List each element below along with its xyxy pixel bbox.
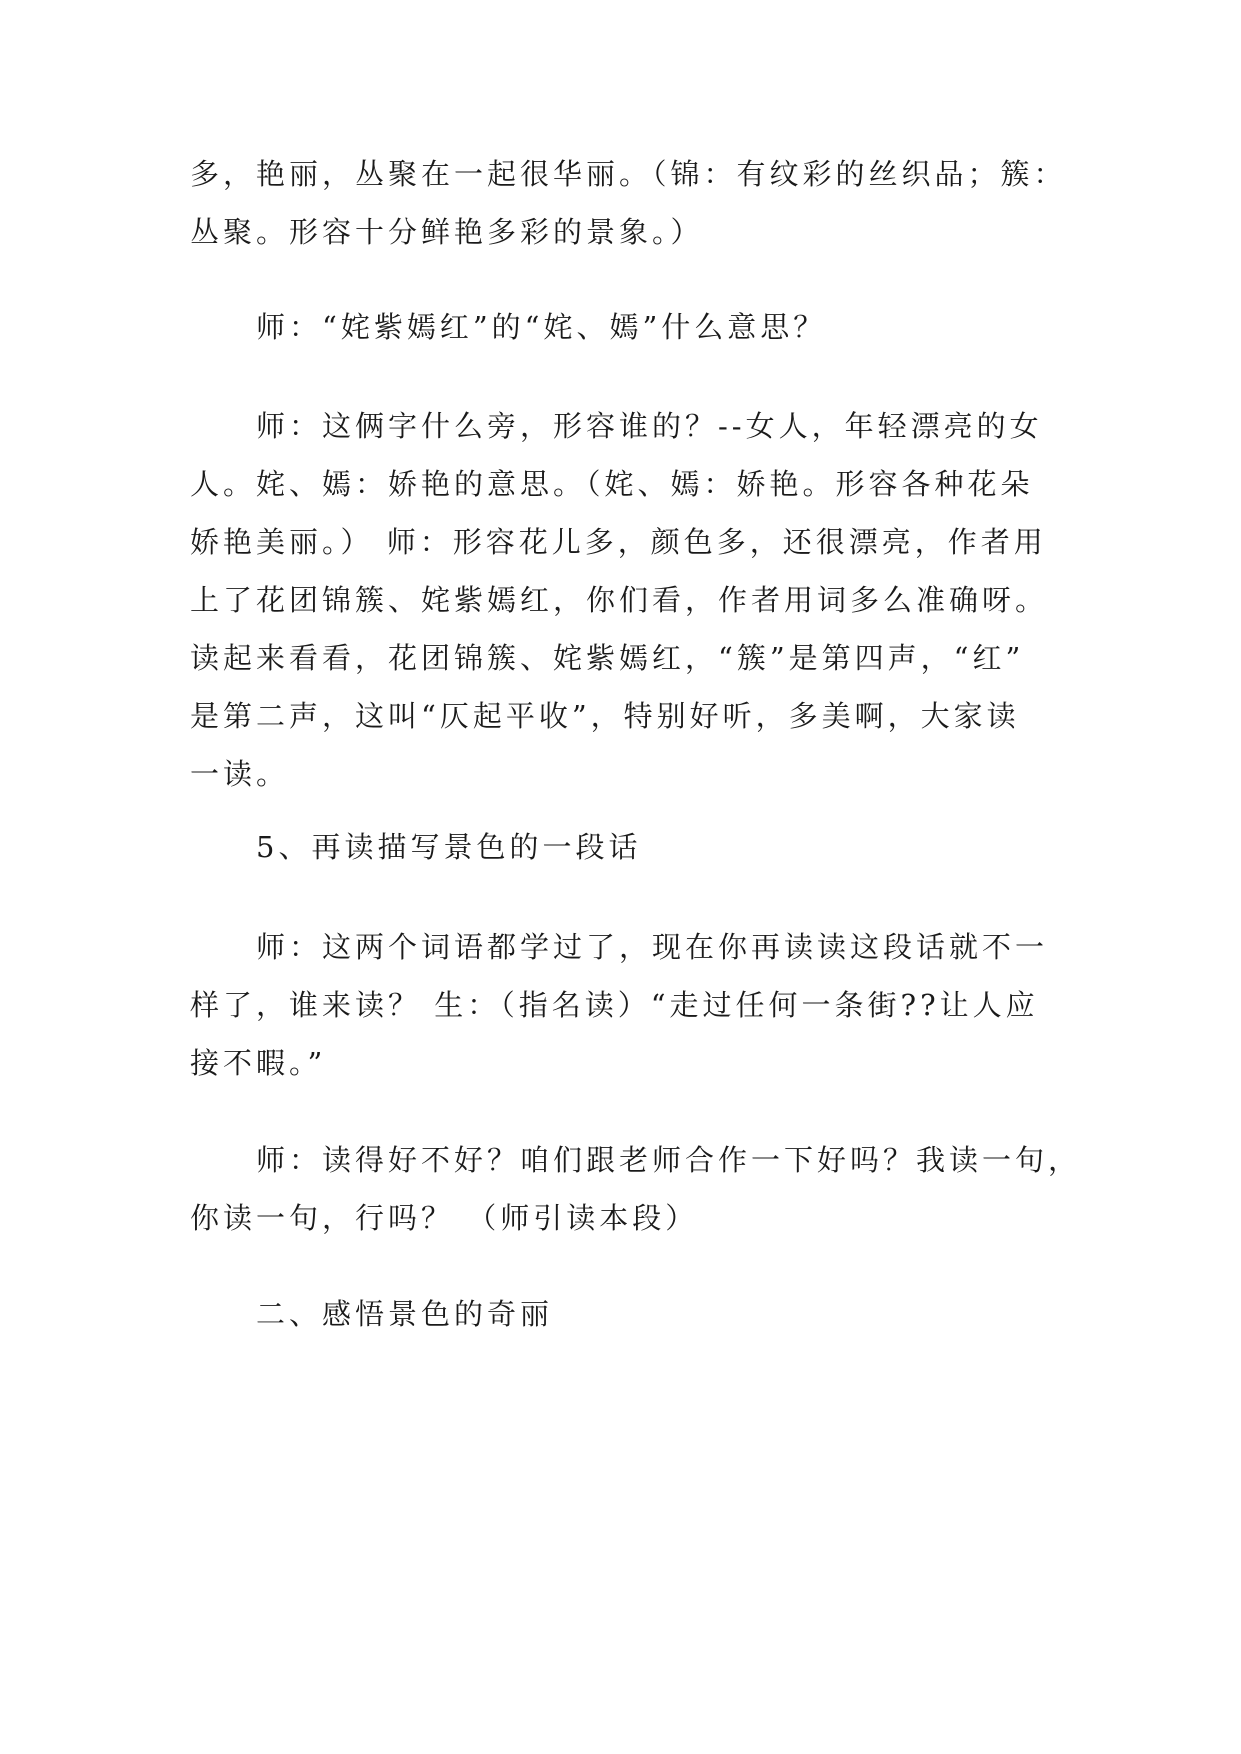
paragraph-jin-cu-definition <box>190 145 1067 261</box>
paragraph-teacher-cooperate <box>190 1131 1082 1247</box>
text-line: 是第二声，这叫“仄起平收”，特别好听，多美啊，大家读 <box>190 699 1020 733</box>
paragraph-teacher-explanation <box>190 397 1052 803</box>
section-heading-reread <box>190 818 1052 876</box>
text-line: 一读。 <box>190 757 290 791</box>
text-line: 读起来看看，花团锦簇、姹紫嫣红，“簇”是第四声，“红” <box>190 641 1025 675</box>
text-line: 你读一句，行吗？ （师引读本段） <box>190 1201 699 1235</box>
text-line: 样了，谁来读？ 生：（指名读）“走过任何一条街??让人应 <box>190 988 1039 1022</box>
paragraph-teacher-reread <box>190 918 1052 1092</box>
text-line: 师：“姹紫嫣红”的“姹、嫣”什么意思？ <box>256 310 827 344</box>
text-line: 多，艳丽，丛聚在一起很华丽。（锦：有纹彩的丝织品；簇： <box>190 157 1067 191</box>
text-line: 接不暇。” <box>190 1046 327 1080</box>
paragraph-teacher-question <box>190 298 1052 356</box>
text-line: 5、再读描写景色的一段话 <box>256 830 642 864</box>
text-line: 娇艳美丽。） 师：形容花儿多，颜色多，还很漂亮，作者用 <box>190 525 1047 559</box>
text-line: 人。姹、嫣：娇艳的意思。（姹、嫣：娇艳。形容各种花朵 <box>190 467 1034 501</box>
section-heading-appreciate <box>190 1285 1052 1343</box>
text-line: 丛聚。形容十分鲜艳多彩的景象。） <box>190 215 704 249</box>
text-line: 师：这俩字什么旁，形容谁的？--女人，年轻漂亮的女 <box>256 409 1043 443</box>
text-line: 师：读得好不好？咱们跟老师合作一下好吗？我读一句， <box>256 1143 1082 1177</box>
text-line: 上了花团锦簇、姹紫嫣红，你们看，作者用词多么准确呀。 <box>190 583 1049 617</box>
text-line: 师：这两个词语都学过了，现在你再读读这段话就不一 <box>256 930 1049 964</box>
text-line: 二、感悟景色的奇丽 <box>256 1297 554 1331</box>
